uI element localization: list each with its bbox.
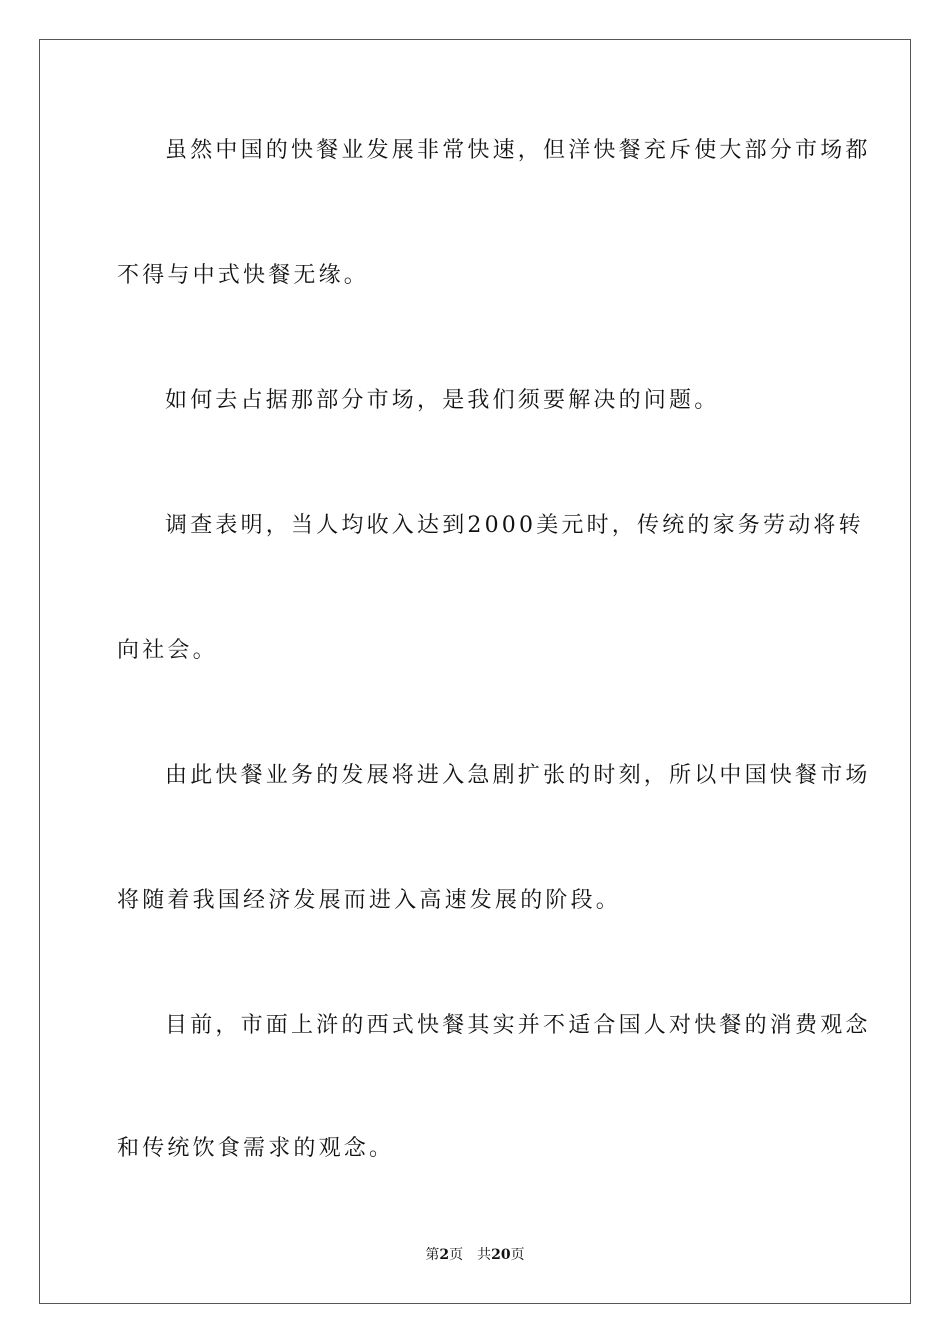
paragraph-2-line-1: 如何去占据那部分市场，是我们须要解决的问题。 <box>165 388 720 413</box>
paragraph-1-line-1: 虽然中国的快餐业发展非常快速，但洋快餐充斥使大部分市场都 <box>165 138 871 163</box>
paragraph-4-line-1: 由此快餐业务的发展将进入急剧扩张的时刻，所以中国快餐市场 <box>165 763 871 788</box>
page-suffix: 页 <box>449 1247 464 1263</box>
page-number: 2 <box>439 1247 450 1263</box>
page-footer <box>0 1246 950 1264</box>
page-border <box>39 39 911 1304</box>
paragraph-5-line-1: 目前，市面上浒的西式快餐其实并不适合国人对快餐的消费观念 <box>165 1013 871 1038</box>
paragraph-3-line-2: 向社会。 <box>117 638 218 663</box>
total-suffix: 页 <box>510 1247 525 1263</box>
paragraph-5-line-2: 和传统饮食需求的观念。 <box>117 1136 395 1161</box>
page-prefix: 第 <box>425 1247 440 1263</box>
paragraph-1-line-2: 不得与中式快餐无缘。 <box>117 263 370 288</box>
total-prefix: 共 <box>477 1247 492 1263</box>
paragraph-4-line-2: 将随着我国经济发展而进入高速发展的阶段。 <box>117 888 622 913</box>
total-pages: 20 <box>491 1247 511 1263</box>
paragraph-3-line-1: 调查表明，当人均收入达到2000美元时，传统的家务劳动将转 <box>165 513 864 538</box>
